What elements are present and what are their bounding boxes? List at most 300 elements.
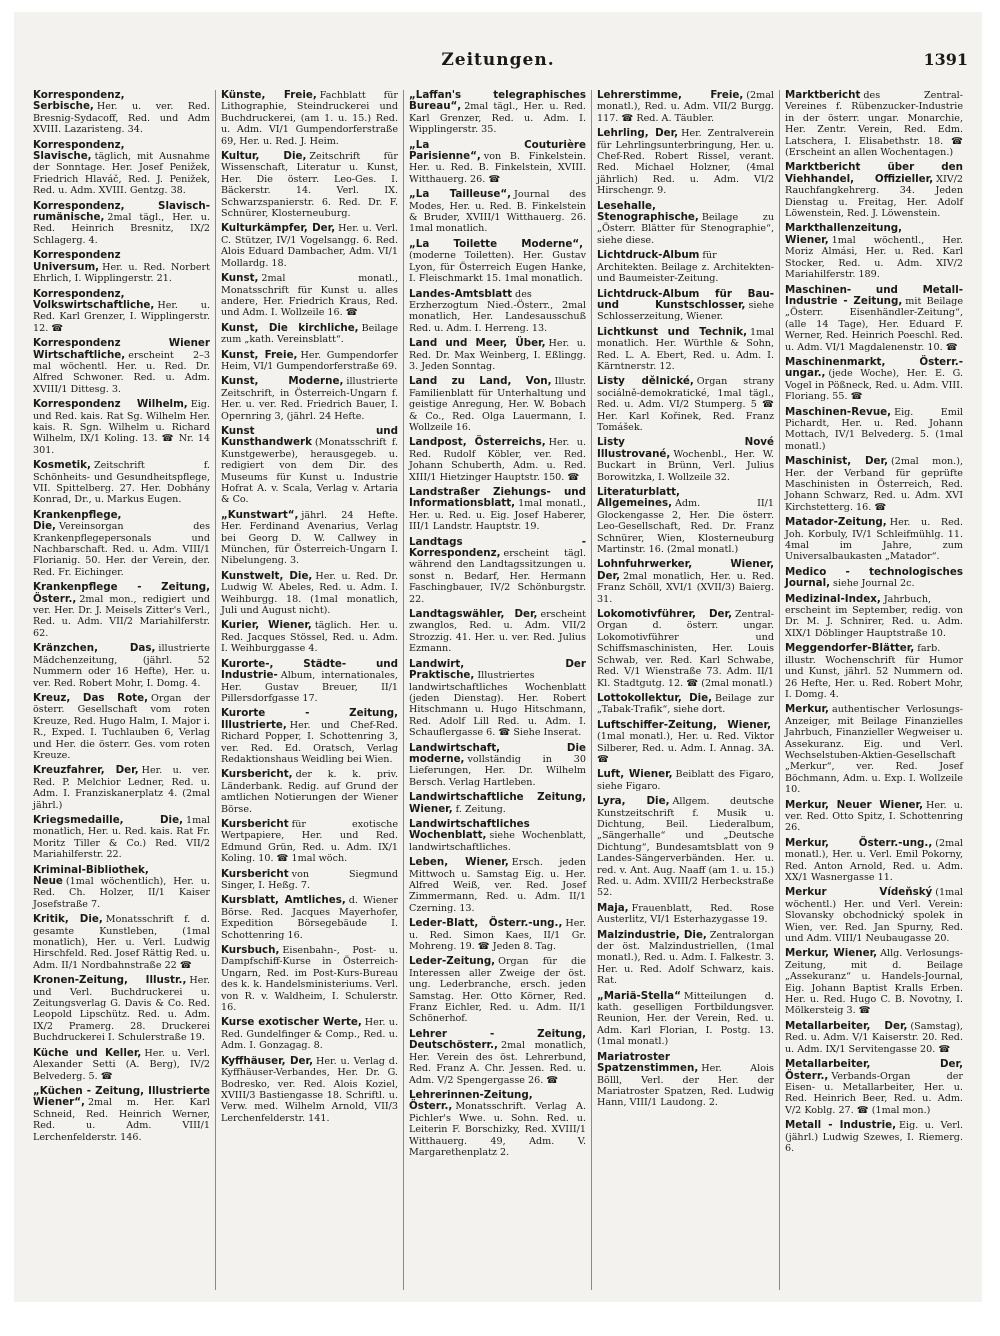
entry-text: Zeitschrift f. Schönheits- und Gesundheitspflege, VII. Spittelberg. 27. Her. Dobhány Konrad, Dr., u. Markus Eugen. (33, 460, 210, 506)
entry-keyword: Lehrer - Zeitung, Deutschösterr., (409, 1027, 586, 1052)
entry-text: täglich. Her. u. Red. Jacques Stössel, Red. u. Adm. I. Weihburggasse 4. (221, 620, 398, 655)
directory-entry (33, 975, 210, 1043)
entry-text: Beilage zum „kath. Vereinsblatt“. (221, 322, 398, 346)
entry-text: (moderne Toiletten). Her. Gustav Lyon, für Österreich Eugen Hanke, I. Fleischmarkt 15. 1mal monatlich. (409, 250, 586, 285)
entry-text: für Architekten. Beilage z. Architekten- und Baumeister-Zeitung. (597, 250, 774, 285)
directory-entry (409, 792, 586, 815)
directory-entry (33, 201, 210, 247)
entry-keyword: „La Toilette Moderne“, (409, 237, 583, 250)
entry-text: Eig. und Red. kais. Rat Sg. Wilhelm Her. kais. R. Sgn. Wilhelm u. Richard Wilhelm, IX/1 Koling. 13. ☎ Nr. 14 301. (33, 399, 210, 456)
directory-entry (221, 895, 398, 941)
entry-text: (1mal wöchentl.) Her. und Verl. Verein: Slovansky obchodnický spolek in Wien, ver. Red. Jan Spurny, Red. und Adm. VIII/1 Neubaugasse 20. (785, 887, 963, 945)
entry-text: Eig. u. Verl. (jährl.) Ludwig Szewes, I. Riemerg. 6. (785, 1120, 963, 1154)
directory-entry (33, 765, 210, 811)
directory-entry (785, 1120, 963, 1154)
directory-page (14, 12, 982, 1302)
directory-entry (597, 289, 774, 323)
entry-text: XIV/2 Rauchfangkehrerg. 34. Jeden Dienstag u. Freitag, Her. Adolf Löwenstein, Red. J. Löwenstein. (785, 173, 963, 220)
entry-keyword: Kursbericht, (221, 768, 293, 781)
directory-entry (409, 918, 586, 952)
entry-text: vollständig in 30 Lieferungen, Her. Dr. Wilhelm Bersch. Verlag Hartleben. (409, 753, 586, 788)
directory-entry (409, 659, 586, 739)
entry-keyword: Metallarbeiter, Der, Österr., (785, 1058, 963, 1082)
directory-entry (221, 659, 398, 705)
entry-text: der k. k. priv. Länderbank. Redig. auf Grund der amtlichen Notierungen der Wiener Börse. (221, 769, 398, 815)
entry-text: mit Beilage „Österr. Eisenhändler-Zeitung“, (alle 14 Tage), Her. Eduard F. Werner, Red. Heinrich Poeschl. Red. u. Adm. VI/1 Magdalenenstr. 10. ☎ (785, 295, 963, 353)
entry-keyword: Literaturblatt, Allgemeines, (597, 486, 680, 510)
directory-entry (785, 517, 963, 563)
entry-text: Ersch. jeden Mittwoch u. Samstag Eig. u. Her. Alfred Weiß, ver. Red. Josef Zimmermann, Red. u. Adm. II/1 Czerning. 13. (409, 857, 586, 914)
entry-text: Her. und Verl. Buchdruckerei u. Zeitungsverlag G. Davis & Co. Red. Leopold Lipschütz. Red. u. Adm. IX/2 Pramerg. 28. Druckerei Buchdruckerei I. Schulerstraße 19. (33, 975, 210, 1044)
entry-text: des Erzherzogtum Nied.-Österr., 2mal monatlich, Her. Landesausschuß Red. u. Adm. I. Herreng. 13. (409, 288, 586, 334)
directory-entry (785, 887, 963, 944)
directory-entry (597, 796, 774, 899)
entry-keyword: Maschinen-Revue, (785, 405, 892, 418)
entry-keyword: Listy dělnické, (597, 375, 694, 388)
entry-keyword: Leder-Zeitung, (409, 955, 496, 968)
entry-keyword: Kränzchen, Das, (33, 642, 156, 655)
directory-entry (597, 559, 774, 605)
directory-entry (409, 857, 586, 914)
directory-entry (33, 460, 210, 506)
entry-keyword: Kultur, Die, (221, 150, 307, 163)
text-column-5 (780, 90, 968, 1290)
directory-entry (33, 865, 210, 911)
entry-keyword: Korrespondenz, Serbische, (33, 90, 125, 113)
directory-entry (221, 1017, 398, 1051)
directory-entry (597, 250, 774, 284)
columns-container (28, 90, 968, 1290)
entry-keyword: Kyffhäuser, Der, (221, 1054, 314, 1067)
entry-text: Her. u. Red. Norbert Ehrlich, I. Wipplingerstr. 21. (33, 261, 210, 285)
entry-text: Album, internationales, Her. Gustav Breuer, II/1 Pillersdorfgasse 17. (221, 670, 398, 704)
entry-keyword: Lesehalle, Stenographische, (597, 199, 699, 224)
directory-entry (33, 338, 210, 395)
directory-entry (221, 90, 398, 147)
entry-text: erscheint 2–3 mal wöchentl. Her. u. Red. Dr. Alfred Schwoner. Red. u. Adm. XVIII/1 Dittesg. 3. (33, 349, 210, 395)
entry-keyword: Landwirtschaft, Die moderne, (409, 741, 586, 765)
directory-entry (597, 903, 774, 926)
directory-entry (221, 151, 398, 219)
entry-keyword: Matador-Zeitung, (785, 516, 887, 529)
directory-entry (221, 376, 398, 422)
entry-keyword: Kosmetik, (33, 459, 91, 472)
entry-keyword: Korrespondenz Wiener Wirtschaftliche, (33, 337, 210, 361)
entry-keyword: Lichtdruck-Album für Bau- und Kunstschlosser, (597, 287, 774, 311)
text-column-3 (404, 90, 592, 1290)
entry-keyword: Medico - technologisches Journal, (785, 565, 963, 590)
directory-entry (785, 800, 963, 834)
entry-keyword: Korrespondenz, Volkswirtschaftliche, (33, 287, 155, 311)
entry-text: Wochenbl., Her. W. Buckart in Brünn, Verl. Julius Borowitzka, I. Wollzeile 32. (597, 448, 774, 483)
entry-keyword: „Küchen - Zeitung, Illustrierte Wiener“, (33, 1084, 210, 1109)
text-column-1 (28, 90, 216, 1290)
directory-entry (409, 956, 586, 1024)
entry-text: Allg. Verlosungs-Zeitung, mit d. Beilage „Assekuranz“ u. Handels-Journal, Eig. Johann Baptist Kralls Erben. Her. u. Red. Hugo C. B. Novotny, I. Mölkersteig 3. ☎ (785, 948, 963, 1017)
entry-text: Illustriertes landwirtschaftliches Wochenblatt (jeden Dienstag). Her. Robert Hitschmann u. Hugo Hitschmann, Red. Adolf Lill Red. u. Adm. I. Schauflergasse 6. ☎ Siehe Inserat. (409, 670, 586, 739)
entry-keyword: Kursblatt, Amtliches, (221, 894, 346, 907)
entry-text: Organ der österr. Gesellschaft vom roten Kreuze, Red. Hugo Halm, I. Major i. R., Exped. I. Tuchlauben 6, Verlag und Her. die österr. Ges. vom roten Kreuze. (33, 692, 210, 761)
entry-text: siehe Journal 2c. (833, 578, 915, 590)
entry-keyword: Lokomotivführer, Der, (597, 608, 732, 621)
entry-keyword: Land zu Land, Von, (409, 375, 552, 388)
entry-text: 2mal m. Her. Karl Schneid, Red. Heinrich Werner, Red. u. Adm. VIII/1 Lerchenfelderstr. 146. (33, 1097, 210, 1143)
entry-keyword: „La Tailleuse“, (409, 188, 512, 201)
entry-keyword: Medizinal-Index, (785, 592, 881, 605)
entry-text: siehe Wochenblatt, landwirtschaftliches. (409, 830, 586, 853)
directory-entry (785, 643, 963, 700)
entry-keyword: Meggendorfer-Blätter, (785, 642, 915, 655)
directory-entry (221, 769, 398, 815)
entry-text: 2mal tägl., Her. u. Red. Heinrich Bresnitz, IX/2 Schlagerg. 4. (33, 212, 210, 246)
text-column-4 (592, 90, 780, 1290)
entry-text: Verbands-Organ der Eisen- u. Metallarbeiter, Her. u. Red. Heinrich Beer, Red. u. Adm. V/2 Koblg. 27. ☎ (1mal mon.) (785, 1070, 963, 1116)
entry-text: 1mal wöchentl., Her. Moriz Almási, Her. u. Red. Karl Stocker, Red. u. Adm. XIV/2 Mariahilferstr. 189. (785, 234, 963, 281)
entry-text: Mitteilungen d. kath. geselligen Fortbildungsver. Reunion, Her. der Verein, Red. u. Adm. Karl Florian, I. Postg. 13. (1mal monatl.) (597, 990, 774, 1048)
entry-text: illustrierte Mädchenzeitung, (jährl. 52 Nummern oder 16 Hefte), Her. u. ver. Red. Robert Mohr, I. Domg. 4. (33, 643, 210, 689)
directory-entry (597, 201, 774, 247)
directory-entry (785, 594, 963, 640)
entry-text: Her. Gumpendorfer Heim, VI/1 Gumpendorferstraße 69. (221, 349, 398, 372)
entry-keyword: Kronen-Zeitung, Illustr., (33, 974, 187, 987)
directory-entry (409, 743, 586, 789)
entry-keyword: Metall - Industrie, (785, 1119, 896, 1132)
entry-text: Monatsschrift. Verlag A. Pichler's Wwe. u. Sohn. Red. u. Leiterin F. Borschizky, Red. XVIII/1 Witthauerg. 49, Adm. V. Margarethenplatz 2. (409, 1101, 586, 1158)
entry-text: erscheint tägl. während den Landtagssitzungen u. sonst n. Bedarf, Her. Hermann Faschingbauer, IV/2 Schönburgstr. 22. (409, 548, 586, 605)
entry-keyword: Marktbericht (785, 90, 861, 101)
directory-entry (221, 350, 398, 373)
entry-keyword: Kurier, Wiener, (221, 619, 312, 632)
entry-keyword: Metallarbeiter, Der, (785, 1019, 908, 1032)
entry-keyword: Landwirtschaftliches Wochenblatt, (409, 817, 530, 842)
entry-keyword: Küche und Keller, (33, 1046, 142, 1059)
directory-entry (409, 140, 586, 186)
entry-keyword: Merkur, Neuer Wiener, (785, 798, 923, 811)
entry-keyword: Leben, Wiener, (409, 856, 509, 869)
directory-entry (221, 426, 398, 506)
entry-keyword: Mariatroster Spatzenstimmen, (597, 1050, 699, 1075)
directory-entry (221, 620, 398, 654)
entry-keyword: Kriegsmedaille, Die, (33, 813, 183, 826)
directory-entry (409, 487, 586, 533)
entry-keyword: Luft, Wiener, (597, 768, 673, 781)
directory-entry (409, 437, 586, 483)
directory-entry (33, 289, 210, 335)
entry-text: 2mal mon., redigiert und ver. Her. Dr. J. Meisels Zitter's Verl., Red. u. Adm. VII/2 Mariahilferstr. 62. (33, 593, 210, 639)
entry-text: (1mal wöchentlich), Her. u. Red. Ch. Holzer, II/1 Kaiser Josefstraße 7. (33, 876, 210, 910)
directory-entry (33, 1048, 210, 1082)
entry-text: Adm. II/1 Glockengasse 2, Her. Die österr. Leo-Gesellschaft, Red. Dr. Franz Schnürer, Wien, Klosterneuburg Martinstr. 16. (2mal monatl.) (597, 498, 774, 556)
directory-entry (597, 769, 774, 792)
entry-text: (2mal mon.), Her. der Verband für geprüfte Maschinisten in Österreich, Red. Johann Schwarz, Red. u. Adm. XVI Kirchstetterg. 16. ☎ (785, 456, 963, 513)
directory-entry (597, 90, 774, 124)
entry-text: Beilage zu „Österr. Blätter für Stenographie“, siehe diese. (597, 212, 774, 246)
entry-text: erscheint zwanglos, Red. u. Adm. VII/2 Strozzig. 41. Her. u. ver. Red. Julius Ezmann. (409, 609, 586, 655)
entry-keyword: Kreuzfahrer, Der, (33, 764, 139, 777)
directory-entry (221, 223, 398, 269)
entry-text: siehe Schlosserzeitung, Wiener. (597, 299, 774, 323)
entry-keyword: Krankenpflege, Die, (33, 508, 122, 533)
entry-text: Allgem. deutsche Kunstzeitschrift f. Musik u. Dichtung, Beil. Liederalbum, „Sängerhalle“ und „Deutsche Dichtung“, Bundesamtsblatt von 9 Landes-Sängerverbänden. Her. u. red. v. Ant. Aug. Naaff (am 1. u. 15.) Red. u. Adm. XVIII/2 Herbeckstraße 52. (597, 796, 774, 899)
directory-entry (597, 327, 774, 373)
entry-text: Eisenbahn-, Post- u. Dampfschiff-Kurse in Österreich-Ungarn, Red. im Post-Kurs-Bureau des k. k. Handelsministeriums. Verl. von R. v. Waldheim, I. Schulerstr. 16. (221, 945, 398, 1014)
directory-entry (597, 991, 774, 1048)
entry-text: d. Wiener Börse. Red. Jacques Mayerhofer, Expedition Börsegebäude I. Schottenring 16. (221, 895, 398, 941)
entry-keyword: Landpost, Österreichs, (409, 436, 546, 449)
directory-entry (33, 693, 210, 761)
page-header (14, 50, 982, 80)
entry-text: Vereinsorgan des Krankenpflegepersonals und Nachbarschaft. Red. u. Adm. VIII/1 Florianig. 50. Her. der Verein, der. Red. Fr. Eichinger. (33, 521, 210, 578)
directory-entry (597, 930, 774, 987)
entry-text: Her. u. Red. Dr. Ludwig W. Abeles, Red. u. Adm. I. Weihburgg. 18. (1mal monatlich, Juli und August nicht). (221, 570, 398, 617)
entry-text: Jahrbuch, erscheint im September, redig. von Dr. M. J. Schnirer, Red. u. Adm. XIX/1 Döblinger Hauptstraße 10. (785, 593, 963, 639)
directory-entry (785, 285, 963, 353)
entry-keyword: Kursbericht (221, 817, 289, 830)
entry-keyword: Malzindustrie, Die, (597, 928, 707, 941)
entry-text: Her. Zentralverein für Lehrlingsunterbringung, Her. u. Chef-Red. Robert Rissel, verant. Red. Michael Holzner, (4mal jährlich) Red. u. Adm. VI/2 Hirschengr. 9. (597, 128, 774, 197)
entry-keyword: Landes-Amtsblatt (409, 287, 513, 300)
directory-entry (785, 407, 963, 453)
entry-text: 2mal monatl., Monatsschrift für Kunst u. alles andere, Her. Friedrich Kraus, Red. und Adm. I. Wollzeile 16. ☎ (221, 273, 398, 319)
entry-keyword: Kunst, (221, 272, 259, 285)
directory-entry (33, 815, 210, 861)
entry-text: illustrierte Zeitschrift, in Österreich-Ungarn f. Her. u. ver. Red. Friedrich Bauer, I. Opernring 3, (jährl. 24 Hefte. (221, 376, 398, 422)
entry-keyword: Merkur, Wiener, (785, 947, 878, 960)
directory-entry (33, 510, 210, 578)
entry-text: 1mal monatl., Her. u. Red. u. Eig. Josef Haberer, III/1 Landstr. Hauptstr. 19. (409, 498, 586, 533)
entry-text: Her. u. Red. Karl Grenzer, I. Wipplingerstr. 12. ☎ (33, 299, 210, 334)
entry-text: jährl. 24 Hefte. Her. Ferdinand Avenarius, Verlag bei Georg D. W. Callwey in München, für Österreich-Ungarn I. Nibelungeng. 3. (221, 509, 398, 567)
entry-text: authentischer Verlosungs-Anzeiger, mit Beilage Finanzielles Jahrbuch, Finanzieller Wegweiser u. Assekuranz. Eig. und Verl. Wechselstuben-Aktien-Gesellschaft „Merkur“, ver. Red. Josef Böchmann, Adm. u. Exp. I. Wollzeile 10. (785, 704, 963, 796)
directory-entry (221, 1056, 398, 1124)
page-title: Zeitungen. (441, 50, 555, 70)
entry-text: Eig. Emil Pichardt, Her. u. Red. Johann Mottach, IV/1 Belvederg. 5. (1mal monatl.) (785, 406, 963, 452)
entry-text: Zeitschrift für Wissenschaft, Literatur u. Kunst, Her. Die österr. Leo-Ges. I. Bäckerstr. 14. Verl. IX. Schwarzspanierstr. 6. Red. Dr. F. Schnürer, Klosterneuburg. (221, 151, 398, 220)
entry-keyword: Kreuz, Das Rote, (33, 691, 148, 704)
entry-keyword: Lyra, Die, (597, 795, 670, 808)
entry-keyword: Lehrling, Der, (597, 127, 679, 140)
directory-entry (33, 140, 210, 197)
entry-keyword: Landtagswähler, Der, (409, 608, 538, 621)
entry-text: Her. u. Verl. C. Stützer, IV/1 Vogelsangg. 6. Red. Alois Eduard Dambacher, Adm. VI/1 Mollardg. 18. (221, 223, 398, 269)
entry-text: Her. u. Verl. Alexander Setti (A. Berg), IV/2 Belvederg. 5. ☎ (33, 1047, 210, 1082)
entry-text: 2mal tägl., Her. u. Red. Karl Grenzer, Red. u. Adm. I. Wipplingerstr. 35. (409, 101, 586, 136)
directory-entry (597, 693, 774, 716)
directory-entry (33, 399, 210, 456)
entry-keyword: „Kunstwart“, (221, 508, 299, 521)
directory-entry (785, 948, 963, 1016)
entry-text: (Monatsschrift f. Kunstgewerbe), herausgegeb. u. redigiert von dem Dir. des Museums für Kunst u. Industrie Hofrat A. v. Scala, Verlag v. Artaria & Co. (221, 437, 398, 506)
directory-entry (597, 376, 774, 433)
entry-text: Illustr. Familienblatt für Unterhaltung und geistige Anregung, Her. W. Bobach & Co., Red. Olga Lauermann, I. Wollzeile 16. (409, 376, 586, 433)
page-number: 1391 (923, 50, 968, 69)
entry-keyword: Lehrerinnen-Zeitung, Österr., (409, 1088, 533, 1113)
entry-keyword: Merkur, (785, 703, 829, 716)
entry-keyword: Kunst, Moderne, (221, 375, 344, 388)
directory-entry (785, 90, 963, 158)
entry-keyword: Marktbericht über den Viehhandel, Offizieller, (785, 161, 963, 185)
entry-keyword: Lottokollektur, Die, (597, 691, 713, 704)
directory-entry (409, 189, 586, 235)
entry-keyword: Kunst, Freie, (221, 348, 298, 361)
entry-text: Her. u. Verlag d. Kyffhäuser-Verbandes, Her. Dr. G. Bodresko, ver. Red. Alois Koziel, XVIII/3 Bastiengasse 18. Schriftl. u. Verw. med. Wilhelm Arnold, VII/3 Lerchenfelderstr. 141. (221, 1055, 398, 1124)
directory-entry (785, 223, 963, 280)
entry-text: farb. illustr. Wochenschrift für Humor und Kunst, jährl. 52 Nummern od. 26 Hefte, Her. u. Red. Robert Mohr, I. Domg. 4. (785, 643, 963, 700)
directory-entry (221, 945, 398, 1013)
entry-text: (2mal monatl.), Her. u. Verl. Emil Pokorny, Red. Anton Arnold, Red. u. Adm. XX/1 Wasnergasse 11. (785, 837, 963, 883)
entry-keyword: Lehrerstimme, Freie, (597, 90, 744, 101)
directory-entry (409, 90, 586, 136)
entry-keyword: Maja, (597, 901, 629, 914)
directory-entry (409, 289, 586, 335)
entry-text: f. Zeitung. (455, 803, 506, 815)
directory-entry (33, 582, 210, 639)
entry-keyword: „Mariä-Stella“ (597, 989, 681, 1002)
entry-text: Her. u. Red. Gundelfinger & Comp., Red. u. Adm. I. Gonzagag. 8. (221, 1017, 399, 1052)
entry-text: Her. u. ver. Red. P. Melchior Ledner, Red. u. Adm. I. Franziskanerplatz 4. (2mal jährl.) (33, 765, 210, 811)
directory-entry (785, 704, 963, 795)
directory-entry (409, 537, 586, 605)
entry-keyword: „Laffan's telegraphisches Bureau“, (409, 90, 586, 113)
entry-text: Her. u. Red. Rudolf Köbler, ver. Red. Johann Schuberth, Adm. u. Red. XIII/1 Hietzinger Hauptstr. 150. ☎ (409, 437, 587, 483)
directory-entry (221, 323, 398, 346)
directory-entry (785, 1059, 963, 1116)
entry-keyword: Kunstwelt, Die, (221, 569, 313, 582)
directory-entry (221, 571, 398, 617)
entry-text: 2mal monatlich, Her. u. Red. Franz Schöll, XVI/1 (XVII/3) Baierg. 31. (597, 570, 774, 605)
entry-keyword: Land und Meer, Über, (409, 337, 546, 350)
text-column-2 (216, 90, 404, 1290)
entry-keyword: Korrespondenz Wilhelm, (33, 398, 188, 411)
directory-entry (785, 162, 963, 219)
directory-entry (409, 239, 586, 285)
entry-text: 1mal monatlich, Her. u. Red. kais. Rat Fr. Moritz Tiller & Co.) Red. VII/2 Mariahilferstr. 22. (33, 814, 210, 861)
directory-entry (409, 819, 586, 853)
entry-keyword: Landstraßer Ziehungs- und Informationsblatt, (409, 486, 586, 510)
entry-keyword: Kulturkämpfer, Der, (221, 222, 336, 235)
directory-entry (785, 1021, 963, 1055)
entry-keyword: Kritik, Die, (33, 913, 103, 926)
directory-entry (221, 869, 398, 892)
entry-text: von Siegmund Singer, I. Heßg. 7. (221, 868, 398, 891)
entry-keyword: Markthallenzeitung, Wiener, (785, 222, 903, 246)
entry-text: 1mal monatlich. Her. Würthle & Sohn, Red. L. A. Ebert, Red. u. Adm. I. Kärntnerstr. 12. (597, 326, 774, 372)
entry-text: Fachblatt für Lithographie, Steindruckerei und Buchdruckerei, (am 1. u. 15.) Red. u. Adm. VI/1 Gumpendorferstraße 69, Her. u. Red. J. Heim. (221, 90, 398, 147)
entry-text: (1mal monatl.), Her. u. Red. Viktor Silberer, Red. u. Adm. I. Annag. 3A. ☎ (597, 731, 774, 765)
directory-entry (221, 510, 398, 567)
directory-entry (33, 643, 210, 689)
directory-entry (785, 456, 963, 513)
entry-text: von B. Finkelstein. Her. u. Red. B. Finkelstein, XVIII. Witthauerg. 26. ☎ (409, 151, 586, 185)
directory-entry (597, 437, 774, 483)
entry-keyword: Kurse exotischer Werte, (221, 1016, 362, 1029)
entry-keyword: Kurorte-, Städte- und Industrie- (221, 657, 398, 682)
entry-text: (Samstag), Red. u. Adm. V/1 Kaiserstr. 20. Red. u. Adm. IX/1 Servitengasse 20. ☎ (785, 1020, 963, 1055)
directory-entry (33, 914, 210, 971)
directory-entry (597, 128, 774, 196)
entry-text: Her. u. Red. Simon Kaes, II/1 Gr. Mohreng. 19. ☎ Jeden 8. Tag. (409, 918, 586, 953)
entry-keyword: Landwirt, Der Praktische, (409, 657, 586, 682)
directory-entry (597, 609, 774, 689)
directory-entry (33, 1086, 210, 1143)
entry-text: täglich, mit Ausnahme der Sonntage. Her. Josef Penižek, Friedrich Hlaváč, Red. J. Penižek, Red. u. Adm. XVIII. Gentzg. 38. (33, 151, 210, 197)
entry-keyword: Listy Nové Illustrované, (597, 436, 774, 460)
entry-keyword: Lichtkunst und Technik, (597, 325, 747, 338)
entry-keyword: Lichtdruck-Album (597, 249, 700, 262)
entry-keyword: Lohnfuhrwerker, Wiener, Der, (597, 558, 774, 582)
entry-text: Organ für die Interessen aller Zweige der öst. ung. Lederbranche, ersch. jeden Samstag. Her. Otto Körner, Red. Franz Eichler, Red. u. Adm. II/1 Schönerhof. (409, 956, 586, 1025)
entry-keyword: Korrespondenz, Slavische, (33, 138, 125, 163)
entry-keyword: Korrespondenz, Slavisch-rumänische, (33, 199, 210, 224)
entry-text: für exotische Wertpapiere, Her. und Red. Edmund Grün, Red. u. Adm. IX/1 Koling. 10. ☎ 1mal wöch. (221, 818, 398, 865)
directory-entry (597, 487, 774, 555)
entry-keyword: Kriminal-Bibliothek, Neue (33, 863, 149, 887)
entry-text: Her. u. Red. Joh. Korbuly, IV/1 Schleifmühlg. 11. 4mal im Jahre, zum Universalbaukasten „Matador“. (785, 517, 963, 563)
directory-entry (33, 90, 210, 136)
entry-keyword: Krankenpflege - Zeitung, Österr., (33, 581, 210, 605)
entry-text: (2mal monatl.), Red. u. Adm. VII/2 Burgg. 117. ☎ Red. A. Täubler. (597, 90, 774, 124)
entry-keyword: Kunst, Die kirchliche, (221, 321, 359, 334)
entry-text: des Zentral-Vereines f. Rübenzucker-Industrie in der österr. ungar. Monarchie, Her. Zentr. Verein, Red. Edm. Latschera, I. Elisabethstr. 18. ☎ (Erscheint an allen Wochentagen.) (785, 90, 963, 159)
directory-entry (785, 357, 963, 403)
entry-keyword: Korrespondenz Universum, (33, 249, 121, 273)
entry-text: 2mal monatlich, Her. Verein des öst. Lehrerbund, Red. Franz A. Chr. Jessen. Red. u. Adm. V/2 Spengergasse 26. ☎ (409, 1040, 586, 1086)
entry-keyword: Künste, Freie, (221, 90, 317, 101)
entry-keyword: Kursbericht (221, 867, 289, 880)
entry-keyword: Kunst und Kunsthandwerk (221, 424, 398, 449)
entry-text: Journal des Modes, Her. u. Red. B. Finkelstein & Bruder, XVIII/1 Witthauerg. 26. 1mal monatlich. (409, 189, 586, 235)
entry-keyword: Kursbuch, (221, 944, 280, 957)
entry-text: (jede Woche), Her. E. G. Vogel in Pößneck, Red. u. Adm. VIII. Floriang. 55. ☎ (785, 368, 963, 403)
directory-entry (221, 273, 398, 319)
entry-keyword: Merkur Vídeňský (785, 886, 933, 899)
directory-entry (597, 720, 774, 766)
directory-entry (597, 1052, 774, 1109)
entry-keyword: Merkur, Österr.-ung., (785, 836, 933, 849)
directory-entry (785, 567, 963, 590)
entry-keyword: Maschinen- und Metall-Industrie - Zeitung, (785, 283, 963, 307)
entry-text: Her. Alois Bölll, Verl. der Her. der Mariatroster Spatzen, Red. Ludwig Hann, VIII/1 Laudong. 2. (597, 1063, 774, 1109)
entry-text: Frauenblatt, Red. Rose Austerlitz, VI/1 Esterhazygasse 19. (597, 902, 774, 926)
entry-keyword: Kurorte - Zeitung, Illustrierte, (221, 707, 398, 731)
entry-keyword: Leder-Blatt, Österr.-ung., (409, 917, 563, 930)
entry-keyword: Maschinenmarkt, Österr.-ungar., (785, 355, 963, 380)
directory-entry (33, 250, 210, 284)
entry-text: Organ strany sociálně-demokratické, 1mal tägl., Red. u. Adm. VI/2 Stumperg. 5 ☎ Her. Karl Kořinek, Red. Franz Tomášek. (597, 376, 774, 433)
directory-entry (785, 838, 963, 884)
directory-entry (409, 376, 586, 433)
directory-entry (221, 819, 398, 865)
entry-text: Her. u. ver. Red. Bresnig-Sydacoff, Red. und Adm XVIII. Lazaristeng. 34. (33, 101, 210, 136)
entry-text: Beilage zur „Tabak-Trafik“, siehe dort. (597, 692, 774, 716)
entry-text: Zentralorgan der öst. Malzindustriellen, (1mal monatl.), Red. u. Adm. I. Falkestr. 3. Her. u. Red. Adolf Schwarz, kais. Rat. (597, 929, 774, 987)
directory-entry (409, 338, 586, 372)
entry-keyword: Landtags - Korrespondenz, (409, 535, 586, 560)
directory-entry (409, 1029, 586, 1086)
directory-entry (221, 708, 398, 765)
entry-text: Her. u. ver. Red. Otto Spitz, I. Schottenring 26. (785, 799, 963, 834)
entry-text: Zentral-Organ d. österr. ungar. Lokomotivführer und Schiffsmaschinisten, Her. Louis Schwab, ver. Red. Karl Schwabe, Red. V/1 Wienstraße 73. Adm. II/1 Kl. Stadtgutg. 12. ☎ (2mal monatl.) (597, 609, 774, 689)
entry-keyword: Luftschiffer-Zeitung, Wiener, (597, 718, 771, 731)
entry-keyword: Landwirtschaftliche Zeitung, Wiener, (409, 791, 586, 815)
entry-text: Her. und Chef-Red. Richard Popper, I. Schottenring 3, ver. Red. Ed. Oratsch, Verlag Redaktionshaus Weidling bei Wien. (221, 719, 398, 765)
directory-entry (409, 1090, 586, 1158)
entry-text: Her. u. Red. Dr. Max Weinberg, I. Eßlingg. 3. Jeden Sonntag. (409, 338, 586, 372)
entry-text: Monatsschrift f. d. gesamte Kunstleben, (1mal monatlich), Her. u. Verl. Ludwig Hirschfeld. Red. Josef Rättig Red. u. Adm. II/1 Nordbahnstraße 22 ☎ (33, 914, 210, 971)
entry-keyword: „La Couturière Parisienne“, (409, 138, 586, 163)
entry-text: Beiblatt des Figaro, siehe Figaro. (597, 769, 774, 792)
directory-entry (409, 609, 586, 655)
